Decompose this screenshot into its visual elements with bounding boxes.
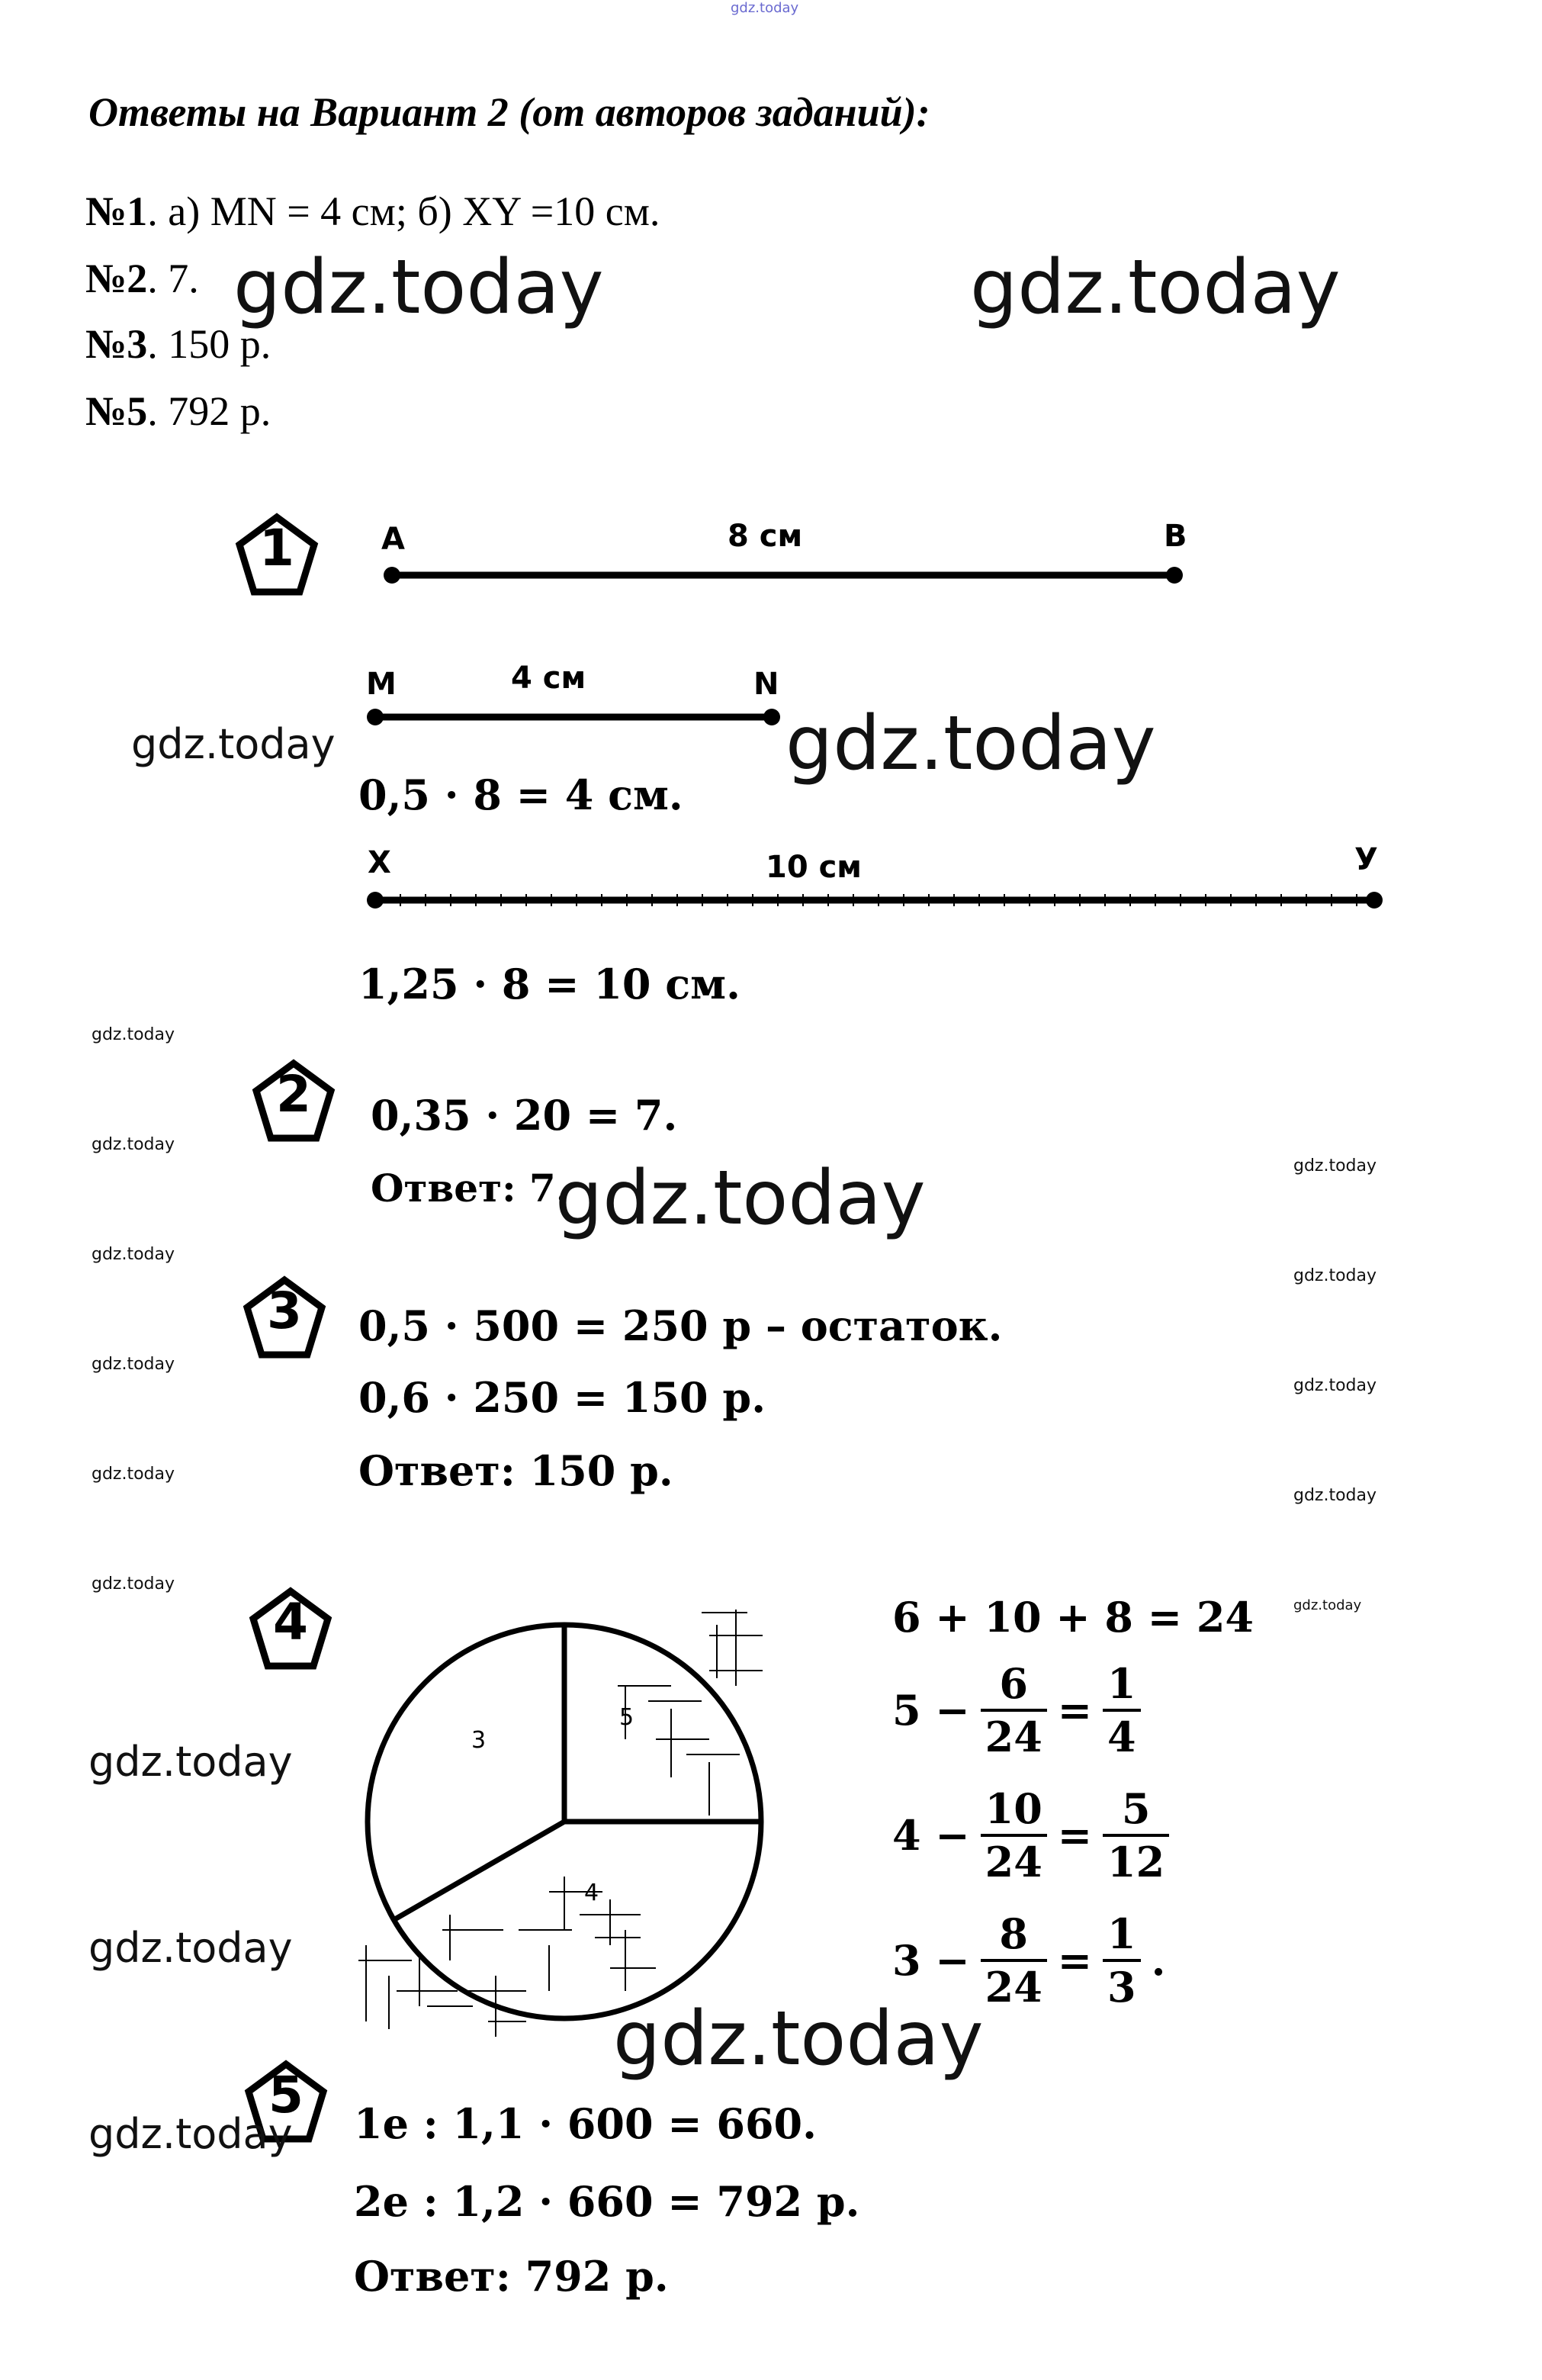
watermark: gdz.today [92,1355,175,1374]
row-2-result [1103,1784,1169,1886]
watermark: gdz.today [1293,1597,1362,1613]
point-a-label: A [381,522,405,557]
badge-4-number: 4 [273,1593,308,1652]
watermark: gdz.today [88,2110,293,2158]
sector-label-4: 4 [584,1880,599,1906]
row-3-result-denominator: 3 [1103,1959,1141,2008]
task4-row-2 [892,1784,1180,1886]
row-3-equals: = [1057,1936,1093,1985]
segment-mn [365,706,792,729]
task3-answer: Ответ: 150 р. [358,1446,673,1495]
segment-ab-length: 8 см [728,519,803,554]
row-1-result [1103,1659,1141,1761]
badge-2-number: 2 [276,1065,311,1124]
task3-equation-2: 0,6 · 250 = 150 р. [358,1373,766,1422]
point-y-label: У [1354,842,1378,877]
task4-pie-diagram [351,1594,778,2037]
answer-2-number: №2 [85,256,148,301]
sector-label-5: 5 [619,1704,634,1731]
task5-equation-2: 2е : 1,2 · 660 = 792 р. [354,2177,860,2226]
row-1-denominator: 24 [981,1709,1047,1758]
answer-1 [85,188,660,235]
row-3-numerator: 8 [999,1909,1028,1958]
watermark: gdz.today [92,1025,175,1044]
row-3-result [1103,1909,1141,2012]
task2-equation: 0,35 · 20 = 7. [371,1091,678,1140]
row-3-lead: 3 − [892,1936,970,1985]
row-3-tail: . [1151,1936,1166,1985]
row-2-numerator: 10 [985,1784,1042,1833]
row-2-fraction [981,1784,1047,1886]
watermark: gdz.today [92,1135,175,1154]
answer-1-number: №1 [85,188,148,234]
row-3-fraction [981,1909,1047,2012]
answer-3-text: . 150 р. [147,321,271,367]
point-b-label: B [1164,519,1187,554]
task1-equation-1: 0,5 · 8 = 4 см. [358,770,683,819]
task3-equation-1: 0,5 · 500 = 250 р – остаток. [358,1301,1003,1350]
watermark: gdz.today [88,1924,293,1972]
task4-sum: 6 + 10 + 8 = 24 [892,1593,1254,1642]
watermark-top: gdz.today [731,0,799,16]
watermark: gdz.today [88,1738,293,1786]
task5-equation-1: 1е : 1,1 · 600 = 660. [354,2099,817,2148]
watermark: gdz.today [92,1574,175,1594]
badge-1-number: 1 [259,519,294,577]
row-1-equals: = [1057,1686,1093,1735]
answer-2-text: . 7. [147,256,199,301]
segment-xy [365,885,1386,915]
row-1-fraction [981,1659,1047,1761]
answer-5-number: №5 [85,388,148,434]
row-1-numerator: 6 [999,1659,1028,1708]
row-2-lead: 4 − [892,1811,970,1860]
watermark: gdz.today [555,1155,926,1242]
watermark: gdz.today [233,244,604,331]
answer-5-text: . 792 р. [147,388,271,434]
watermark: gdz.today [1293,1266,1377,1285]
watermark: gdz.today [970,244,1341,331]
task4-row-1 [892,1659,1152,1761]
watermark: gdz.today [1293,1486,1377,1505]
row-2-result-numerator: 5 [1121,1784,1151,1833]
answer-2 [85,255,199,302]
task1-equation-2: 1,25 · 8 = 10 см. [358,960,740,1008]
row-2-result-denominator: 12 [1103,1834,1169,1883]
watermark: gdz.today [1293,1156,1377,1176]
page-title: Ответы на Вариант 2 (от авторов заданий): [88,89,930,135]
point-m-label: M [366,667,397,702]
watermark: gdz.today [785,700,1156,787]
badge-3-number: 3 [267,1282,302,1340]
row-1-result-denominator: 4 [1103,1709,1141,1758]
segment-xy-length: 10 см [766,850,862,885]
row-2-denominator: 24 [981,1834,1047,1883]
point-n-label: N [753,667,779,702]
point-x-label: X [368,845,391,880]
task4-row-3 [892,1909,1166,2012]
watermark: gdz.today [613,1996,984,2082]
segment-mn-length: 4 см [511,661,586,696]
task2-answer: Ответ: 7. [371,1166,570,1211]
sector-label-3: 3 [471,1727,487,1754]
answer-5 [85,388,271,435]
task5-answer: Ответ: 792 р. [354,2252,669,2301]
row-1-result-numerator: 1 [1107,1659,1136,1708]
row-3-denominator: 24 [981,1959,1047,2008]
answer-1-text: . а) MN = 4 см; б) XY =10 см. [147,188,660,234]
watermark: gdz.today [1293,1376,1377,1395]
row-1-lead: 5 − [892,1686,970,1735]
watermark: gdz.today [92,1465,175,1484]
row-2-equals: = [1057,1811,1093,1860]
watermark: gdz.today [131,720,336,768]
answer-3-number: №3 [85,321,148,367]
watermark: gdz.today [92,1245,175,1264]
segment-ab [381,564,1190,587]
badge-5-number: 5 [268,2066,304,2124]
row-3-result-numerator: 1 [1107,1909,1136,1958]
